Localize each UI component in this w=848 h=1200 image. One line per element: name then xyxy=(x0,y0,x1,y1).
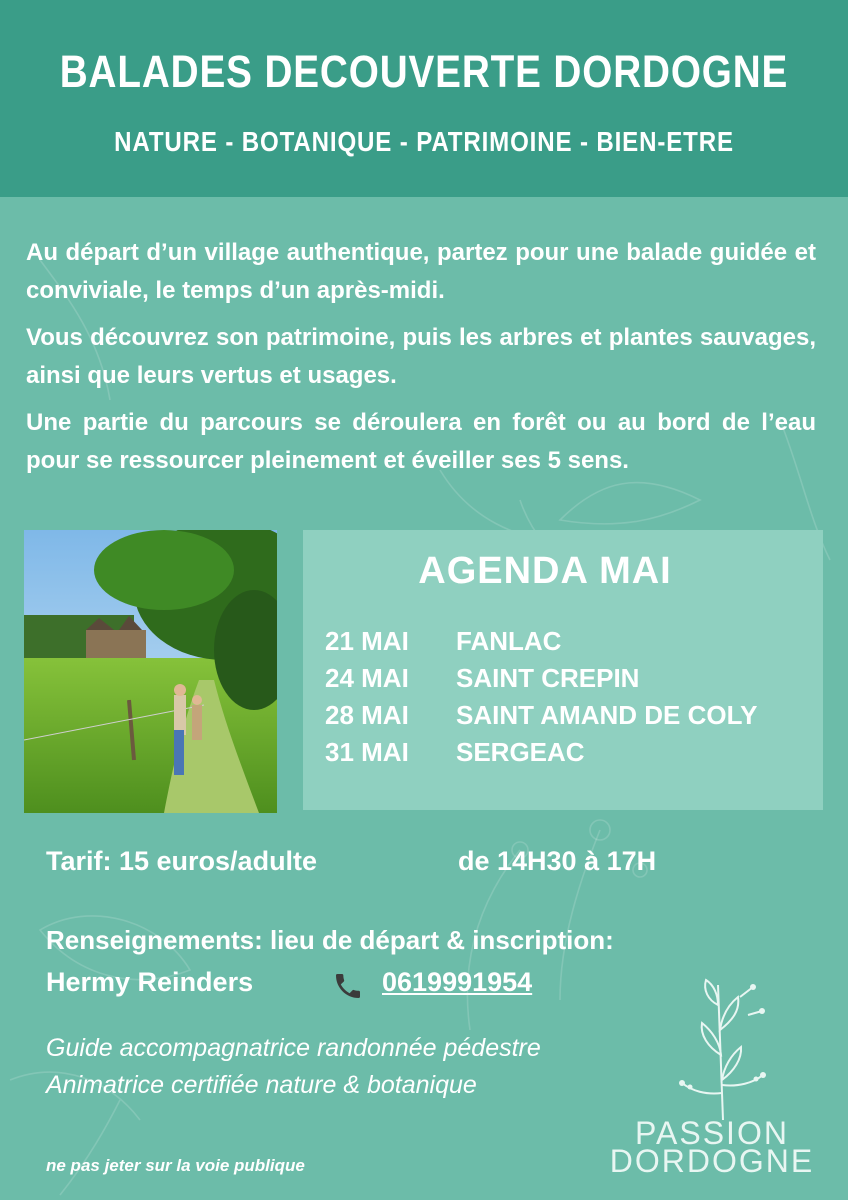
logo-text-dordogne: DORDOGNE xyxy=(609,1143,815,1179)
agenda-item xyxy=(325,663,757,700)
intro-paragraph-2: Vous découvrez son patrimoine, puis les arbres et plantes sauvages, ainsi que leurs vertus et usages. xyxy=(26,324,816,389)
info-heading: Renseignements: lieu de départ & inscription: xyxy=(46,925,614,955)
intro-text xyxy=(26,234,816,489)
agenda-place: FANLAC xyxy=(456,626,562,656)
walk-photo xyxy=(24,530,277,813)
agenda-date: 21 MAI xyxy=(325,626,409,656)
phone-number-link[interactable]: 0619991954 xyxy=(382,967,533,997)
agenda-date: 31 MAI xyxy=(325,737,409,767)
contact-name: Hermy Reinders xyxy=(46,967,254,997)
page-title: BALADES DECOUVERTE DORDOGNE xyxy=(59,46,789,97)
agenda-box xyxy=(303,530,823,810)
intro-paragraph-1: Au départ d’un village authentique, partez pour une balade guidée et conviviale, le temps d’un après-midi. xyxy=(26,239,816,304)
agenda-item xyxy=(325,700,757,737)
guide-qualification-2: Animatrice certifiée nature & botanique xyxy=(46,1071,477,1099)
passion-dordogne-logo xyxy=(596,975,828,1180)
agenda-list xyxy=(325,626,757,774)
intro-paragraph-3: Une partie du parcours se déroulera en forêt ou au bord de l’eau pour se ressourcer pleinement et éveiller ses 5 sens. xyxy=(26,409,816,474)
hours-text: de 14H30 à 17H xyxy=(458,846,657,876)
page-subtitle: NATURE - BOTANIQUE - PATRIMOINE - BIEN-ETRE xyxy=(114,126,734,157)
footer-notice: ne pas jeter sur la voie publique xyxy=(46,1156,305,1175)
logo-text-passion: PASSION xyxy=(635,1115,789,1151)
agenda-date: 28 MAI xyxy=(325,700,409,730)
guide-qualification-1: Guide accompagnatrice randonnée pédestre xyxy=(46,1034,541,1062)
agenda-item xyxy=(325,626,757,663)
agenda-place: SERGEAC xyxy=(456,737,585,767)
agenda-date: 24 MAI xyxy=(325,663,409,693)
phone-icon xyxy=(331,970,365,1002)
plant-sprig-icon xyxy=(678,975,768,1120)
agenda-place: SAINT CREPIN xyxy=(456,663,640,693)
agenda-place: SAINT AMAND DE COLY xyxy=(456,700,758,730)
agenda-item xyxy=(325,737,757,774)
agenda-title: AGENDA MAI xyxy=(418,550,672,592)
header-banner xyxy=(0,0,848,197)
price-text: Tarif: 15 euros/adulte xyxy=(46,846,318,876)
